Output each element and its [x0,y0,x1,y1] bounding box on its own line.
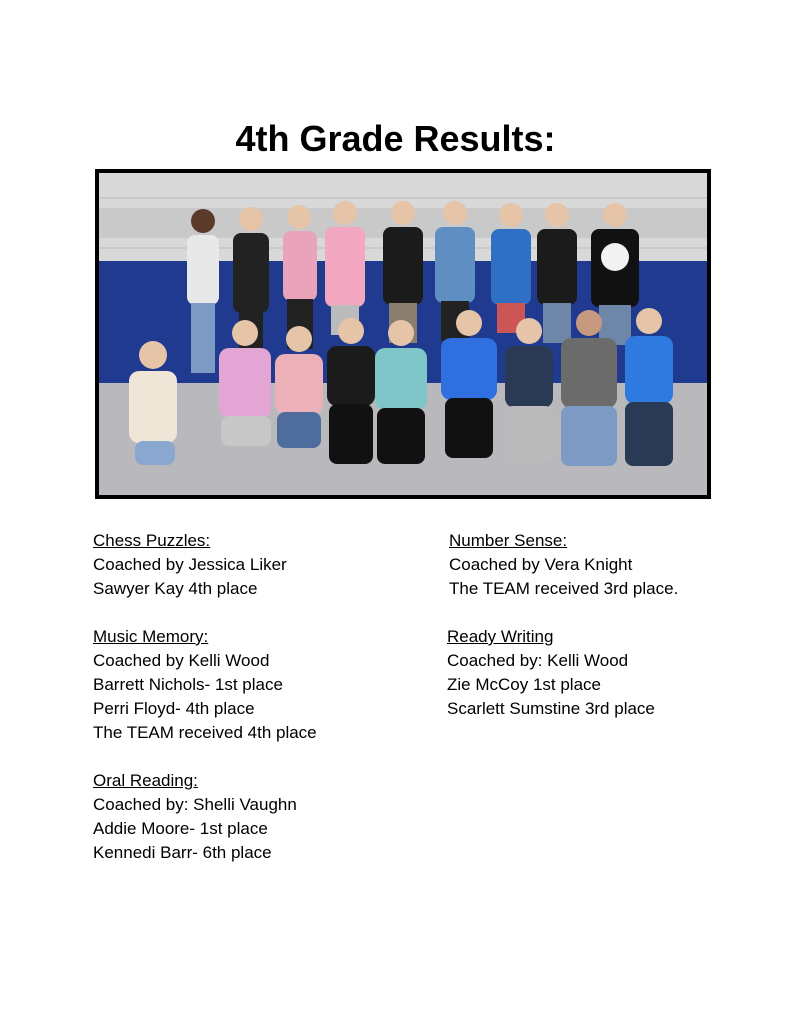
chess-puzzles-heading: Chess Puzzles: [93,531,211,550]
oral-reading-heading: Oral Reading: [93,771,198,790]
number-sense-heading: Number Sense: [449,531,568,550]
music-memory-heading: Music Memory: [93,627,209,646]
number-sense-result: The TEAM received 3rd place. [449,579,679,598]
music-memory-team-result: The TEAM received 4th place [93,723,317,742]
ready-writing-section [447,625,655,721]
oral-reading-section [93,769,297,865]
chess-puzzles-section [93,529,287,601]
number-sense-section [449,529,678,601]
music-memory-result-2: Perri Floyd- 4th place [93,699,255,718]
oral-reading-coach: Coached by: Shelli Vaughn [93,795,297,814]
page-title: 4th Grade Results: [235,118,556,159]
chess-result: Sawyer Kay 4th place [93,579,258,598]
ready-writing-result-2: Scarlett Sumstine 3rd place [447,699,655,718]
number-sense-coach: Coached by Vera Knight [449,555,633,574]
chess-coach: Coached by Jessica Liker [93,555,287,574]
ready-writing-heading: Ready Writing [447,627,554,646]
music-memory-coach: Coached by Kelli Wood [93,651,270,670]
team-photo [95,169,711,499]
music-memory-result-1: Barrett Nichols- 1st place [93,675,283,694]
oral-reading-result-1: Addie Moore- 1st place [93,819,268,838]
music-memory-section [93,625,317,745]
ready-writing-result-1: Zie McCoy 1st place [447,675,601,694]
oral-reading-result-2: Kennedi Barr- 6th place [93,843,272,862]
ready-writing-coach: Coached by: Kelli Wood [447,651,629,670]
